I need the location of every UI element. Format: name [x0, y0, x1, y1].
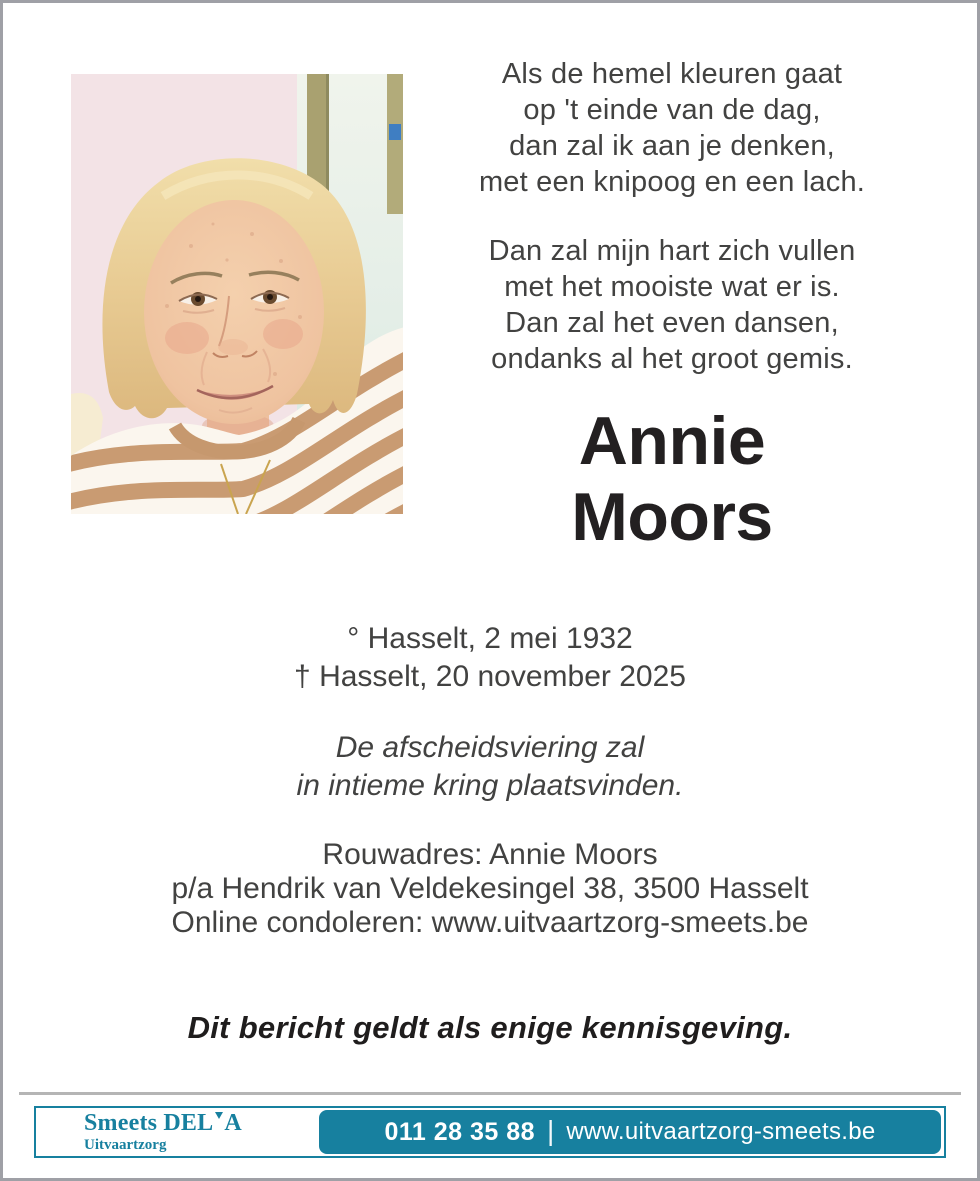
footer-divider	[19, 1092, 961, 1095]
dela-triangle-icon	[215, 1112, 223, 1119]
life-dates	[3, 620, 977, 696]
birth-line: ° Hasselt, 2 mei 1932	[347, 622, 633, 655]
poem-line: op 't einde van de dag,	[523, 94, 821, 126]
poem-stanza-1	[395, 56, 949, 200]
deceased-last-name: Moors	[571, 479, 773, 555]
deceased-first-name: Annie	[578, 403, 766, 479]
portrait-illustration	[71, 74, 403, 514]
poem-line: met een knipoog en een lach.	[478, 166, 866, 198]
address-line: p/a Hendrik van Veldekesingel 38, 3500 Hasselt	[171, 872, 809, 905]
funeral-home-footer	[34, 1106, 946, 1158]
brand-subtitle: Uitvaartzorg	[84, 1137, 167, 1153]
poem-line: Dan zal mijn hart zich vullen	[488, 235, 856, 267]
poem-line: Als de hemel kleuren gaat	[501, 58, 843, 90]
brand-name	[84, 1111, 309, 1135]
phone-number: 011 28 35 88	[384, 1117, 536, 1146]
address-line: Rouwadres: Annie Moors	[322, 838, 658, 871]
notification-notice: Dit bericht geldt als enige kennisgeving.	[187, 1010, 793, 1045]
poem-line: ondanks al het groot gemis.	[491, 343, 853, 375]
brand-name-prefix: Smeets DEL	[84, 1110, 214, 1136]
website-url: www.uitvaartzorg-smeets.be	[566, 1118, 876, 1145]
deceased-name	[395, 403, 949, 555]
ceremony-line: in intieme kring plaatsvinden.	[296, 769, 684, 802]
brand-name-suffix: A	[224, 1110, 242, 1136]
poem-line: Dan zal het even dansen,	[505, 307, 839, 339]
funeral-home-logo	[36, 1111, 309, 1153]
memorial-poem	[395, 56, 949, 377]
separator: |	[547, 1115, 555, 1146]
portrait-photo	[71, 74, 403, 514]
death-line: † Hasselt, 20 november 2025	[294, 660, 686, 693]
ceremony-line: De afscheidsviering zal	[335, 731, 645, 764]
ceremony-info	[3, 729, 977, 805]
poem-line: met het mooiste wat er is.	[504, 271, 840, 303]
contact-banner	[319, 1110, 941, 1154]
poem-line: dan zal ik aan je denken,	[509, 130, 835, 162]
mourning-address	[3, 838, 977, 940]
poem-stanza-2	[395, 233, 949, 377]
condolence-website-line: Online condoleren: www.uitvaartzorg-smeets.be	[171, 906, 809, 939]
